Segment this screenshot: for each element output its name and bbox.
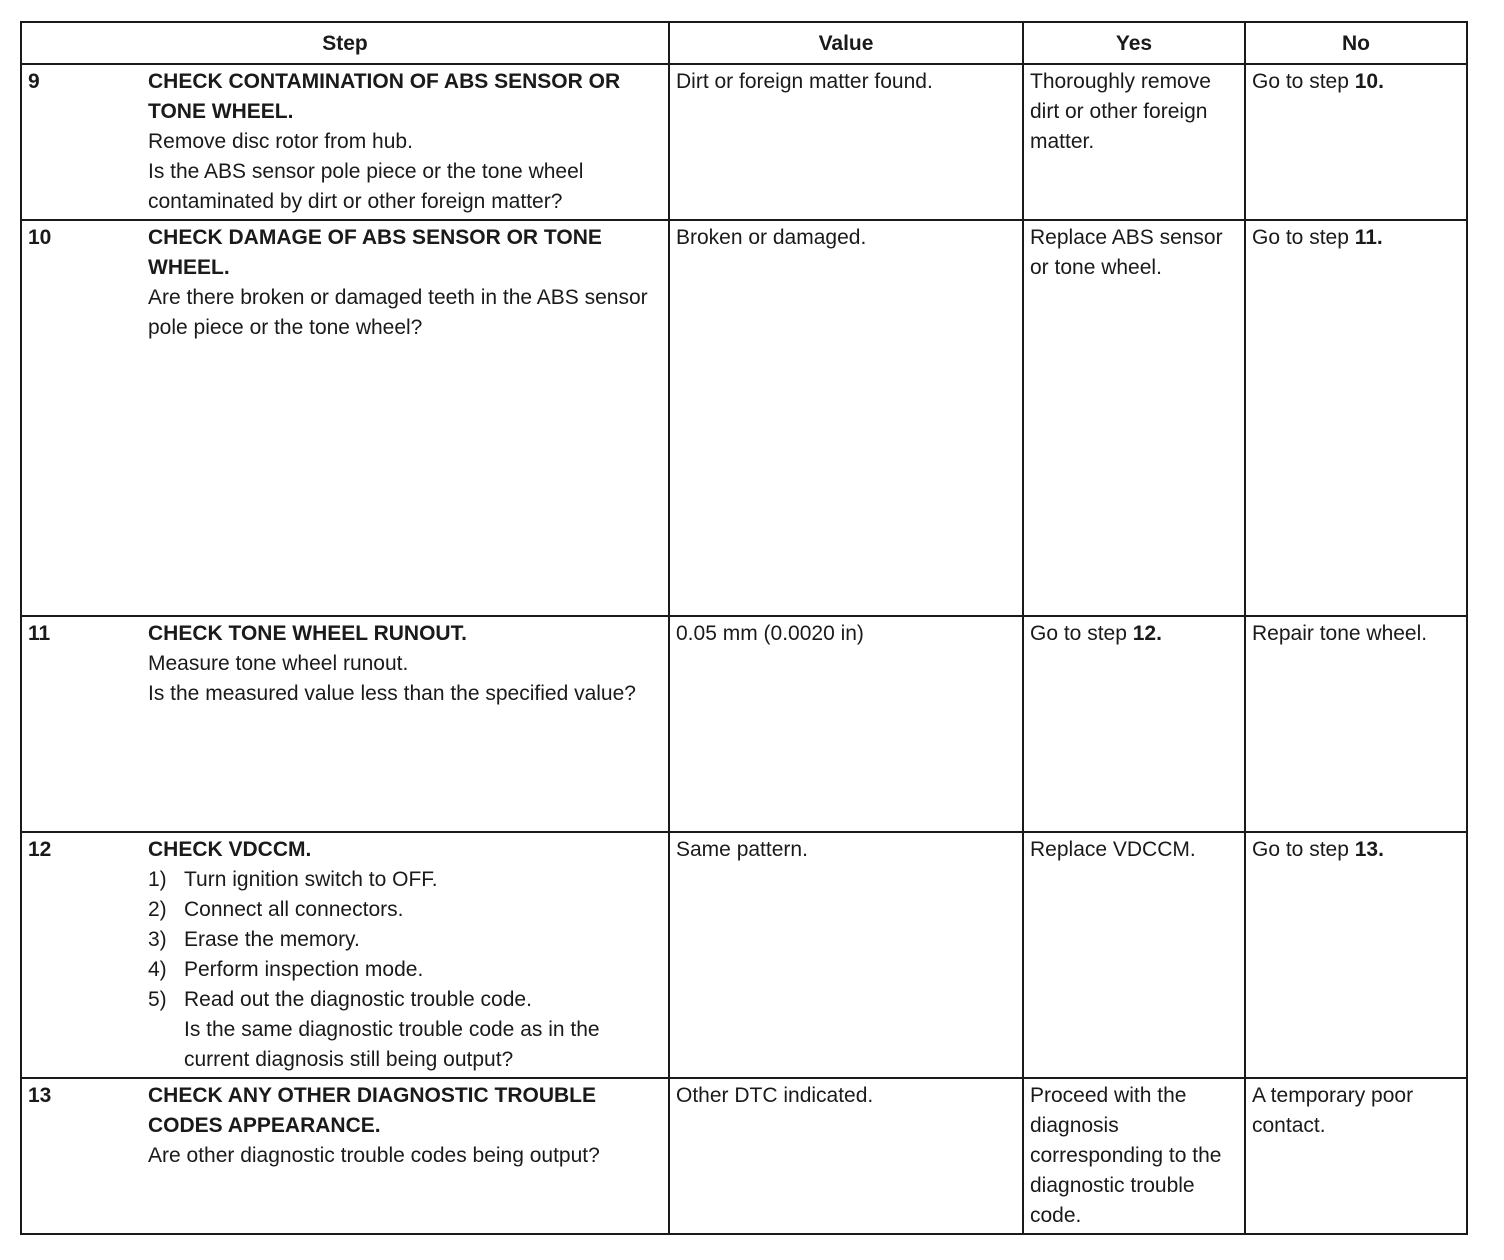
substep-number: 2) bbox=[148, 898, 167, 921]
list-item bbox=[148, 955, 662, 985]
table-row bbox=[21, 220, 1467, 616]
step-cell bbox=[21, 616, 669, 832]
substep-text: Perform inspection mode. bbox=[184, 958, 424, 981]
substep-number: 5) bbox=[148, 988, 167, 1011]
table-row bbox=[21, 1078, 1467, 1234]
no-cell: A temporary poor contact. bbox=[1245, 1078, 1467, 1234]
table-row bbox=[21, 64, 1467, 220]
step-text: Remove disc rotor from hub. bbox=[148, 130, 413, 153]
step-question: Is the measured value less than the specified value? bbox=[148, 682, 636, 705]
diagnostic-table bbox=[20, 21, 1468, 1235]
step-question: Are there broken or damaged teeth in the ABS sensor pole piece or the tone wheel? bbox=[148, 286, 648, 339]
value-cell: Other DTC indicated. bbox=[669, 1078, 1023, 1234]
value-cell: 0.05 mm (0.0020 in) bbox=[669, 616, 1023, 832]
step-number: 12 bbox=[28, 838, 52, 861]
no-step-ref: 13. bbox=[1354, 838, 1384, 861]
no-text: Go to step bbox=[1252, 70, 1355, 93]
header-step: Step bbox=[21, 22, 669, 64]
substep-list bbox=[148, 865, 662, 1075]
step-title: CHECK DAMAGE OF ABS SENSOR OR TONE WHEEL. bbox=[148, 226, 602, 279]
list-item bbox=[148, 985, 662, 1075]
substep-text: Erase the memory. bbox=[184, 928, 360, 951]
value-cell: Dirt or foreign matter found. bbox=[669, 64, 1023, 220]
header-value: Value bbox=[669, 22, 1023, 64]
no-cell: Repair tone wheel. bbox=[1245, 616, 1467, 832]
step-question: Is the same diagnostic trouble code as in the current diagnosis still being output? bbox=[184, 1018, 600, 1071]
list-item bbox=[148, 865, 662, 895]
step-number: 13 bbox=[28, 1084, 52, 1107]
value-cell: Same pattern. bbox=[669, 832, 1023, 1078]
step-title: CHECK CONTAMINATION OF ABS SENSOR OR TONE WHEEL. bbox=[148, 70, 621, 123]
yes-step-ref: 12. bbox=[1132, 622, 1162, 645]
step-title: CHECK TONE WHEEL RUNOUT. bbox=[148, 622, 467, 645]
no-cell bbox=[1245, 64, 1467, 220]
no-text: Go to step bbox=[1252, 226, 1355, 249]
yes-cell: Thoroughly remove dirt or other foreign matter. bbox=[1023, 64, 1245, 220]
header-no: No bbox=[1245, 22, 1467, 64]
substep-number: 3) bbox=[148, 928, 167, 951]
substep-number: 4) bbox=[148, 958, 167, 981]
value-cell: Broken or damaged. bbox=[669, 220, 1023, 616]
yes-cell: Proceed with the diagnosis corresponding to the diagnostic trouble code. bbox=[1023, 1078, 1245, 1234]
step-number: 10 bbox=[28, 226, 52, 249]
header-row bbox=[21, 22, 1467, 64]
step-number: 11 bbox=[28, 622, 51, 645]
list-item bbox=[148, 925, 662, 955]
substep-text: Turn ignition switch to OFF. bbox=[184, 868, 438, 891]
step-question: Is the ABS sensor pole piece or the tone wheel contaminated by dirt or other foreign matter? bbox=[148, 160, 584, 213]
step-cell bbox=[21, 832, 669, 1078]
no-cell bbox=[1245, 220, 1467, 616]
step-title: CHECK ANY OTHER DIAGNOSTIC TROUBLE CODES APPEARANCE. bbox=[148, 1084, 597, 1137]
no-step-ref: 10. bbox=[1354, 70, 1384, 93]
substep-text: Connect all connectors. bbox=[184, 898, 404, 921]
step-number: 9 bbox=[28, 70, 40, 93]
list-item bbox=[148, 895, 662, 925]
yes-cell: Replace VDCCM. bbox=[1023, 832, 1245, 1078]
step-cell bbox=[21, 64, 669, 220]
step-cell bbox=[21, 1078, 669, 1234]
step-cell bbox=[21, 220, 669, 616]
no-cell bbox=[1245, 832, 1467, 1078]
yes-text: Go to step bbox=[1030, 622, 1133, 645]
yes-cell: Replace ABS sensor or tone wheel. bbox=[1023, 220, 1245, 616]
table-row bbox=[21, 616, 1467, 832]
step-text: Measure tone wheel runout. bbox=[148, 652, 409, 675]
no-step-ref: 11. bbox=[1354, 226, 1383, 249]
step-question: Are other diagnostic trouble codes being output? bbox=[148, 1144, 600, 1167]
no-text: Go to step bbox=[1252, 838, 1355, 861]
substep-text: Read out the diagnostic trouble code. bbox=[184, 988, 532, 1011]
substep-number: 1) bbox=[148, 868, 167, 891]
table-row bbox=[21, 832, 1467, 1078]
header-yes: Yes bbox=[1023, 22, 1245, 64]
yes-cell bbox=[1023, 616, 1245, 832]
step-title: CHECK VDCCM. bbox=[148, 838, 312, 861]
